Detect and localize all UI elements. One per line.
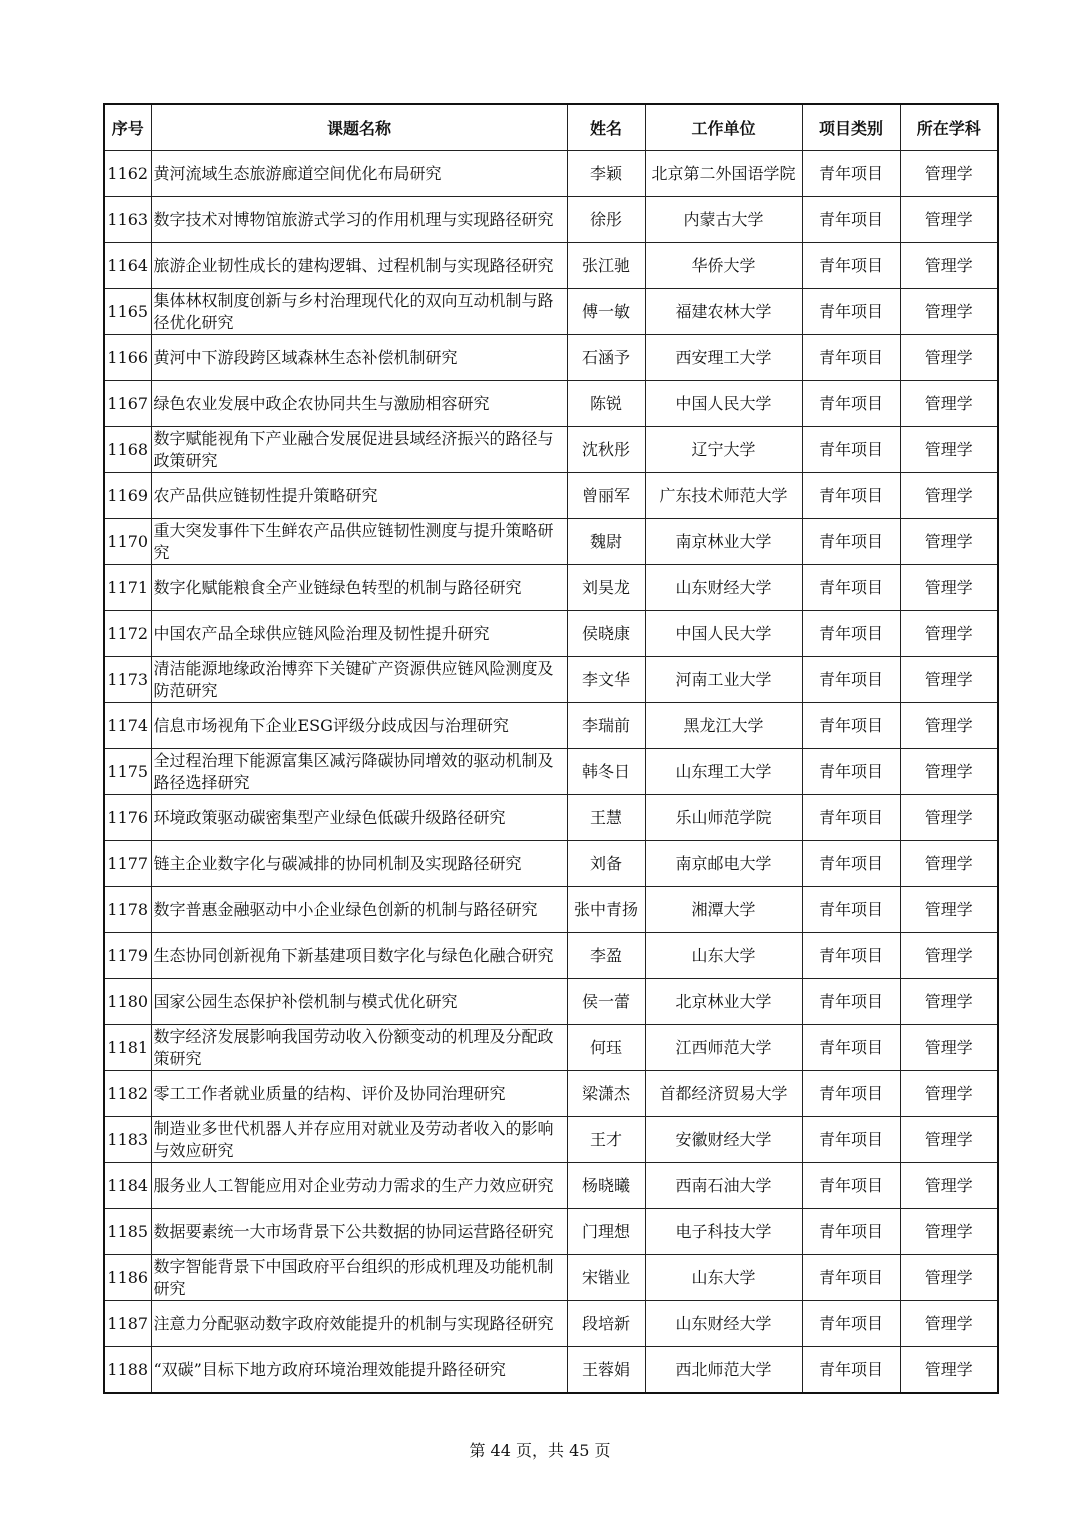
- cell-unit: 北京林业大学: [645, 979, 802, 1025]
- cell-category: 青年项目: [802, 473, 900, 519]
- table-row: [104, 1209, 998, 1255]
- table-row: [104, 519, 998, 565]
- cell-name: 刘备: [567, 841, 645, 887]
- cell-serial: 1177: [104, 841, 151, 887]
- cell-topic: 数字经济发展影响我国劳动收入份额变动的机理及分配政策研究: [151, 1025, 567, 1071]
- cell-name: 张江驰: [567, 243, 645, 289]
- cell-unit: 河南工业大学: [645, 657, 802, 703]
- cell-name: 杨晓曦: [567, 1163, 645, 1209]
- cell-serial: 1187: [104, 1301, 151, 1347]
- cell-unit: 福建农林大学: [645, 289, 802, 335]
- cell-name: 段培新: [567, 1301, 645, 1347]
- cell-discipline: 管理学: [900, 1255, 998, 1301]
- header-topic: 课题名称: [151, 104, 567, 151]
- cell-discipline: 管理学: [900, 335, 998, 381]
- cell-name: 侯一蕾: [567, 979, 645, 1025]
- cell-serial: 1167: [104, 381, 151, 427]
- cell-unit: 广东技术师范大学: [645, 473, 802, 519]
- cell-serial: 1188: [104, 1347, 151, 1394]
- table-row: [104, 151, 998, 197]
- cell-topic: 生态协同创新视角下新基建项目数字化与绿色化融合研究: [151, 933, 567, 979]
- cell-topic: 链主企业数字化与碳减排的协同机制及实现路径研究: [151, 841, 567, 887]
- cell-topic: 环境政策驱动碳密集型产业绿色低碳升级路径研究: [151, 795, 567, 841]
- cell-serial: 1170: [104, 519, 151, 565]
- cell-category: 青年项目: [802, 197, 900, 243]
- cell-unit: 华侨大学: [645, 243, 802, 289]
- cell-discipline: 管理学: [900, 427, 998, 473]
- cell-discipline: 管理学: [900, 151, 998, 197]
- cell-unit: 首都经济贸易大学: [645, 1071, 802, 1117]
- header-discipline: 所在学科: [900, 104, 998, 151]
- cell-discipline: 管理学: [900, 1025, 998, 1071]
- cell-category: 青年项目: [802, 611, 900, 657]
- cell-category: 青年项目: [802, 427, 900, 473]
- cell-category: 青年项目: [802, 1163, 900, 1209]
- table-row: [104, 197, 998, 243]
- cell-topic: 清洁能源地缘政治博弈下关键矿产资源供应链风险测度及防范研究: [151, 657, 567, 703]
- table-row: [104, 1255, 998, 1301]
- cell-discipline: 管理学: [900, 703, 998, 749]
- cell-topic: 绿色农业发展中政企农协同共生与激励相容研究: [151, 381, 567, 427]
- cell-discipline: 管理学: [900, 565, 998, 611]
- cell-topic: 黄河中下游段跨区域森林生态补偿机制研究: [151, 335, 567, 381]
- cell-category: 青年项目: [802, 795, 900, 841]
- cell-discipline: 管理学: [900, 1347, 998, 1394]
- cell-topic: 零工工作者就业质量的结构、评价及协同治理研究: [151, 1071, 567, 1117]
- cell-unit: 江西师范大学: [645, 1025, 802, 1071]
- cell-unit: 山东财经大学: [645, 1301, 802, 1347]
- cell-serial: 1184: [104, 1163, 151, 1209]
- cell-topic: 黄河流域生态旅游廊道空间优化布局研究: [151, 151, 567, 197]
- header-serial: 序号: [104, 104, 151, 151]
- cell-discipline: 管理学: [900, 289, 998, 335]
- cell-unit: 南京林业大学: [645, 519, 802, 565]
- cell-discipline: 管理学: [900, 1071, 998, 1117]
- cell-unit: 西北师范大学: [645, 1347, 802, 1394]
- cell-category: 青年项目: [802, 749, 900, 795]
- cell-unit: 电子科技大学: [645, 1209, 802, 1255]
- cell-category: 青年项目: [802, 1209, 900, 1255]
- cell-discipline: 管理学: [900, 795, 998, 841]
- table-row: [104, 427, 998, 473]
- cell-category: 青年项目: [802, 335, 900, 381]
- table-row: [104, 1163, 998, 1209]
- cell-serial: 1179: [104, 933, 151, 979]
- cell-category: 青年项目: [802, 565, 900, 611]
- cell-unit: 西安理工大学: [645, 335, 802, 381]
- cell-topic: 数字赋能视角下产业融合发展促进县域经济振兴的路径与政策研究: [151, 427, 567, 473]
- table-row: [104, 335, 998, 381]
- cell-category: 青年项目: [802, 841, 900, 887]
- cell-serial: 1186: [104, 1255, 151, 1301]
- cell-topic: 数字技术对博物馆旅游式学习的作用机理与实现路径研究: [151, 197, 567, 243]
- cell-serial: 1166: [104, 335, 151, 381]
- cell-discipline: 管理学: [900, 611, 998, 657]
- cell-name: 张中青扬: [567, 887, 645, 933]
- cell-unit: 南京邮电大学: [645, 841, 802, 887]
- table-row: [104, 841, 998, 887]
- cell-unit: 北京第二外国语学院: [645, 151, 802, 197]
- cell-name: 韩冬日: [567, 749, 645, 795]
- header-unit: 工作单位: [645, 104, 802, 151]
- cell-category: 青年项目: [802, 657, 900, 703]
- table-row: [104, 795, 998, 841]
- cell-unit: 中国人民大学: [645, 381, 802, 427]
- cell-topic: 数字普惠金融驱动中小企业绿色创新的机制与路径研究: [151, 887, 567, 933]
- project-table: [103, 103, 999, 1394]
- page-footer: 第 44 页，共 45 页: [469, 1441, 611, 1460]
- cell-name: 王慧: [567, 795, 645, 841]
- cell-serial: 1173: [104, 657, 151, 703]
- cell-serial: 1169: [104, 473, 151, 519]
- cell-serial: 1180: [104, 979, 151, 1025]
- cell-discipline: 管理学: [900, 1117, 998, 1163]
- cell-topic: 农产品供应链韧性提升策略研究: [151, 473, 567, 519]
- table-row: [104, 1347, 998, 1394]
- cell-serial: 1182: [104, 1071, 151, 1117]
- cell-topic: 数据要素统一大市场背景下公共数据的协同运营路径研究: [151, 1209, 567, 1255]
- cell-topic: “双碳”目标下地方政府环境治理效能提升路径研究: [151, 1347, 567, 1394]
- cell-discipline: 管理学: [900, 1163, 998, 1209]
- table-row: [104, 473, 998, 519]
- cell-unit: 西南石油大学: [645, 1163, 802, 1209]
- cell-topic: 信息市场视角下企业ESG评级分歧成因与治理研究: [151, 703, 567, 749]
- cell-unit: 山东财经大学: [645, 565, 802, 611]
- cell-category: 青年项目: [802, 1255, 900, 1301]
- cell-serial: 1172: [104, 611, 151, 657]
- table-row: [104, 1301, 998, 1347]
- cell-unit: 乐山师范学院: [645, 795, 802, 841]
- cell-unit: 安徽财经大学: [645, 1117, 802, 1163]
- cell-discipline: 管理学: [900, 473, 998, 519]
- cell-category: 青年项目: [802, 1071, 900, 1117]
- cell-discipline: 管理学: [900, 887, 998, 933]
- cell-unit: 中国人民大学: [645, 611, 802, 657]
- cell-category: 青年项目: [802, 1025, 900, 1071]
- cell-name: 侯晓康: [567, 611, 645, 657]
- table-row: [104, 979, 998, 1025]
- cell-name: 王蓉娟: [567, 1347, 645, 1394]
- cell-unit: 山东大学: [645, 933, 802, 979]
- cell-serial: 1181: [104, 1025, 151, 1071]
- cell-name: 王才: [567, 1117, 645, 1163]
- cell-serial: 1176: [104, 795, 151, 841]
- cell-category: 青年项目: [802, 1301, 900, 1347]
- table-row: [104, 289, 998, 335]
- cell-topic: 数字化赋能粮食全产业链绿色转型的机制与路径研究: [151, 565, 567, 611]
- cell-name: 何珏: [567, 1025, 645, 1071]
- cell-serial: 1174: [104, 703, 151, 749]
- table-row: [104, 887, 998, 933]
- cell-category: 青年项目: [802, 1347, 900, 1394]
- table-row: [104, 381, 998, 427]
- cell-category: 青年项目: [802, 887, 900, 933]
- cell-unit: 山东大学: [645, 1255, 802, 1301]
- cell-unit: 山东理工大学: [645, 749, 802, 795]
- table-row: [104, 1025, 998, 1071]
- cell-serial: 1171: [104, 565, 151, 611]
- cell-discipline: 管理学: [900, 841, 998, 887]
- cell-serial: 1165: [104, 289, 151, 335]
- cell-name: 陈锐: [567, 381, 645, 427]
- cell-name: 傅一敏: [567, 289, 645, 335]
- cell-category: 青年项目: [802, 979, 900, 1025]
- cell-unit: 辽宁大学: [645, 427, 802, 473]
- cell-unit: 内蒙古大学: [645, 197, 802, 243]
- cell-name: 徐彤: [567, 197, 645, 243]
- cell-discipline: 管理学: [900, 979, 998, 1025]
- cell-serial: 1183: [104, 1117, 151, 1163]
- cell-name: 宋锴业: [567, 1255, 645, 1301]
- cell-name: 曾丽军: [567, 473, 645, 519]
- cell-name: 沈秋彤: [567, 427, 645, 473]
- table-row: [104, 657, 998, 703]
- cell-discipline: 管理学: [900, 519, 998, 565]
- cell-name: 石涵予: [567, 335, 645, 381]
- cell-name: 李盈: [567, 933, 645, 979]
- header-category: 项目类别: [802, 104, 900, 151]
- cell-discipline: 管理学: [900, 381, 998, 427]
- cell-category: 青年项目: [802, 289, 900, 335]
- cell-topic: 集体林权制度创新与乡村治理现代化的双向互动机制与路径优化研究: [151, 289, 567, 335]
- cell-name: 刘昊龙: [567, 565, 645, 611]
- cell-unit: 湘潭大学: [645, 887, 802, 933]
- table-header-row: [104, 104, 998, 151]
- cell-topic: 注意力分配驱动数字政府效能提升的机制与实现路径研究: [151, 1301, 567, 1347]
- cell-serial: 1175: [104, 749, 151, 795]
- cell-serial: 1168: [104, 427, 151, 473]
- cell-category: 青年项目: [802, 703, 900, 749]
- cell-topic: 全过程治理下能源富集区减污降碳协同增效的驱动机制及路径选择研究: [151, 749, 567, 795]
- cell-category: 青年项目: [802, 519, 900, 565]
- cell-discipline: 管理学: [900, 657, 998, 703]
- cell-serial: 1163: [104, 197, 151, 243]
- table-row: [104, 703, 998, 749]
- cell-unit: 黑龙江大学: [645, 703, 802, 749]
- table-row: [104, 243, 998, 289]
- table-row: [104, 611, 998, 657]
- cell-name: 李瑞前: [567, 703, 645, 749]
- cell-serial: 1178: [104, 887, 151, 933]
- table-row: [104, 1071, 998, 1117]
- cell-serial: 1162: [104, 151, 151, 197]
- table-body: [104, 151, 998, 1394]
- cell-category: 青年项目: [802, 933, 900, 979]
- cell-serial: 1185: [104, 1209, 151, 1255]
- cell-discipline: 管理学: [900, 197, 998, 243]
- cell-discipline: 管理学: [900, 1209, 998, 1255]
- cell-category: 青年项目: [802, 151, 900, 197]
- table-row: [104, 565, 998, 611]
- cell-topic: 中国农产品全球供应链风险治理及韧性提升研究: [151, 611, 567, 657]
- cell-category: 青年项目: [802, 381, 900, 427]
- header-name: 姓名: [567, 104, 645, 151]
- cell-topic: 数字智能背景下中国政府平台组织的形成机理及功能机制研究: [151, 1255, 567, 1301]
- cell-topic: 制造业多世代机器人并存应用对就业及劳动者收入的影响与效应研究: [151, 1117, 567, 1163]
- cell-discipline: 管理学: [900, 749, 998, 795]
- cell-category: 青年项目: [802, 1117, 900, 1163]
- cell-discipline: 管理学: [900, 1301, 998, 1347]
- cell-topic: 旅游企业韧性成长的建构逻辑、过程机制与实现路径研究: [151, 243, 567, 289]
- table-row: [104, 1117, 998, 1163]
- cell-name: 魏尉: [567, 519, 645, 565]
- cell-name: 李颖: [567, 151, 645, 197]
- cell-topic: 重大突发事件下生鲜农产品供应链韧性测度与提升策略研究: [151, 519, 567, 565]
- cell-discipline: 管理学: [900, 243, 998, 289]
- table-row: [104, 933, 998, 979]
- cell-name: 门理想: [567, 1209, 645, 1255]
- cell-category: 青年项目: [802, 243, 900, 289]
- cell-serial: 1164: [104, 243, 151, 289]
- cell-name: 梁潇杰: [567, 1071, 645, 1117]
- cell-topic: 服务业人工智能应用对企业劳动力需求的生产力效应研究: [151, 1163, 567, 1209]
- cell-topic: 国家公园生态保护补偿机制与模式优化研究: [151, 979, 567, 1025]
- table-row: [104, 749, 998, 795]
- cell-name: 李文华: [567, 657, 645, 703]
- cell-discipline: 管理学: [900, 933, 998, 979]
